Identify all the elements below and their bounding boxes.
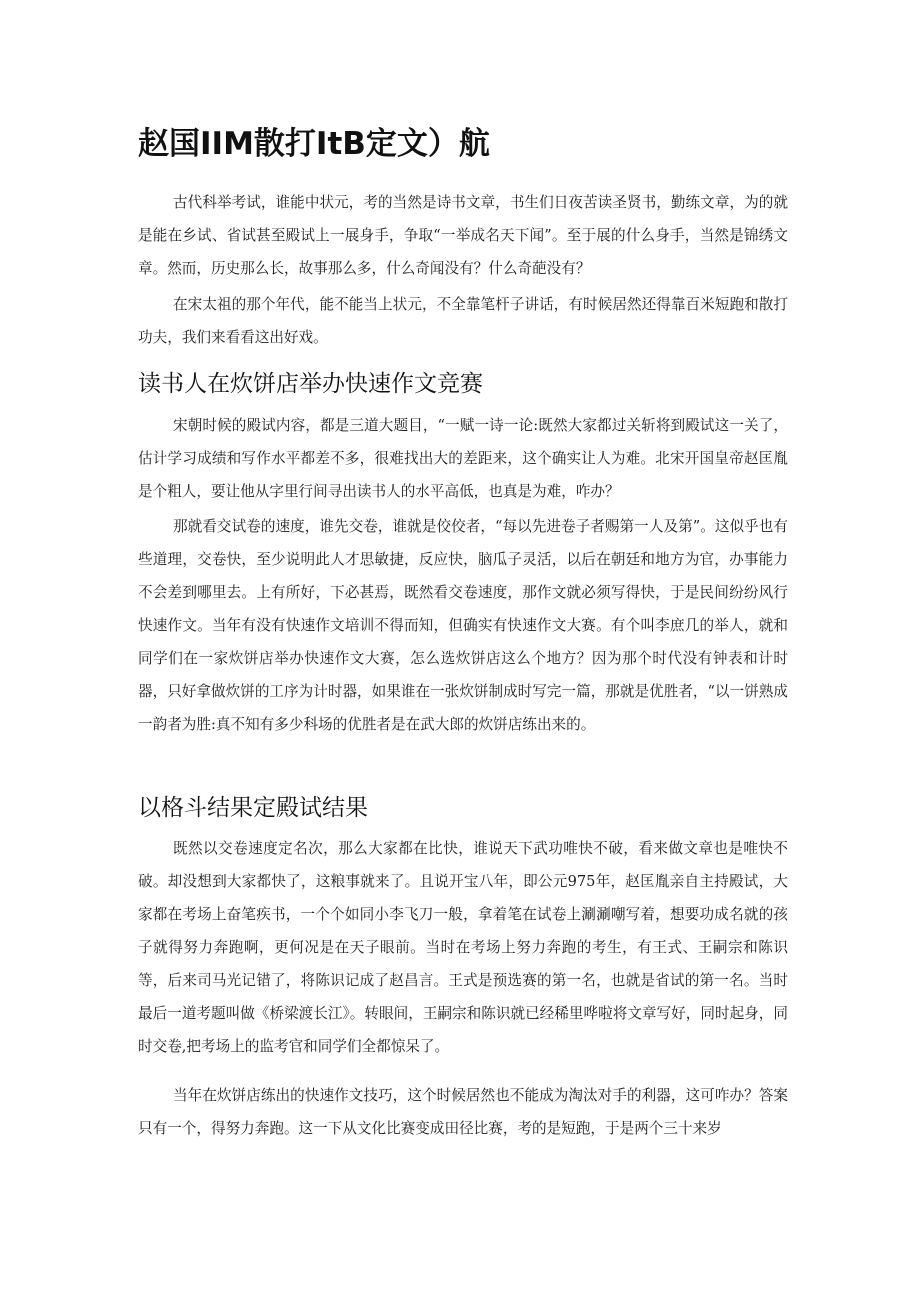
intro-paragraph-1: 古代科举考试，谁能中状元，考的当然是诗书文章，书生们日夜苦读圣贤书，勤练文章，为的就是能在乡试、省试甚至殿试上一展身手，争取“一举成名天下闻”。至于展的什么身手，当然是锦绣文章。然而，历史那么长，故事那么多，什么奇闻没有？什么奇葩没有？ bbox=[138, 194, 788, 277]
section-1-heading: 读书人在炊饼店举办快速作文竞赛 bbox=[138, 371, 483, 397]
section-2-paragraph-2: 当年在炊饼店练出的快速作文技巧，这个时候居然也不能成为淘汰对手的利器，这可咋办？答案只有一个，得努力奔跑。这一下从文化比赛变成田径比赛，考的是短跑，于是两个三十来岁 bbox=[138, 1087, 788, 1137]
section-2-heading: 以格斗结果定殿试结果 bbox=[138, 795, 368, 821]
document-title: 赵国IIM散打ItB定文）航 bbox=[138, 126, 490, 162]
section-1-paragraph-1: 宋朝时候的殿试内容，都是三道大题目，“一赋一诗一论:既然大家都过关斩将到殿试这一关了，估计学习成绩和写作水平都差不多，很难找出大的差距来，这个确实让人为难。北宋开国皇帝赵匡胤是个粗人，要让他从字里行间寻出读书人的水平高低，也真是为难，咋办？ bbox=[138, 417, 788, 500]
intro-paragraph-2: 在宋太祖的那个年代，能不能当上状元，不全靠笔杆子讲话，有时候居然还得靠百米短跑和散打功夫，我们来看看这出好戏。 bbox=[138, 296, 788, 346]
section-1-paragraph-2: 那就看交试卷的速度，谁先交卷，谁就是佼佼者，“每以先进卷子者赐第一人及第”。这似乎也有些道理，交卷快，至少说明此人才思敏捷，反应快，脑瓜子灵活，以后在朝廷和地方为官，办事能力不会差到哪里去。上有所好，下必甚焉，既然看交卷速度，那作文就必须写得快，于是民间纷纷风行快速作文。当年有没有快速作文培训不得而知，但确实有快速作文大赛。有个叫李庶几的举人，就和同学们在一家炊饼店举办快速作文大赛，怎么选炊饼店这么个地方？因为那个时代没有钟表和计时器，只好拿做炊饼的工序为计时器，如果谁在一张炊饼制成时写完一篇，那就是优胜者，“以一饼熟成一韵者为胜:真不知有多少科场的优胜者是在武大郎的炊饼店练出来的。 bbox=[138, 518, 788, 733]
section-2-paragraph-1: 既然以交卷速度定名次，那么大家都在比快，谁说天下武功唯快不破，看来做文章也是唯快不破。却没想到大家都快了，这粮事就来了。且说开宝八年，即公元975年，赵匡胤亲自主持殿试，大家都在考场上奋笔疾书，一个个如同小李飞刀一般，拿着笔在试卷上涮涮嘲写着，想要功成名就的孩子就得努力奔跑啊，更何况是在天子眼前。当时在考场上努力奔跑的考生，有王式、王嗣宗和陈识等，后来司马光记错了，将陈识记成了赵昌言。王式是预选赛的第一名，也就是省试的第一名。当时最后一道考题叫做《桥梁渡长江》。转眼间，王嗣宗和陈识就已经稀里哗啦将文章写好，同时起身，同时交卷,把考场上的监考官和同学们全都惊呆了。 bbox=[138, 840, 788, 1055]
